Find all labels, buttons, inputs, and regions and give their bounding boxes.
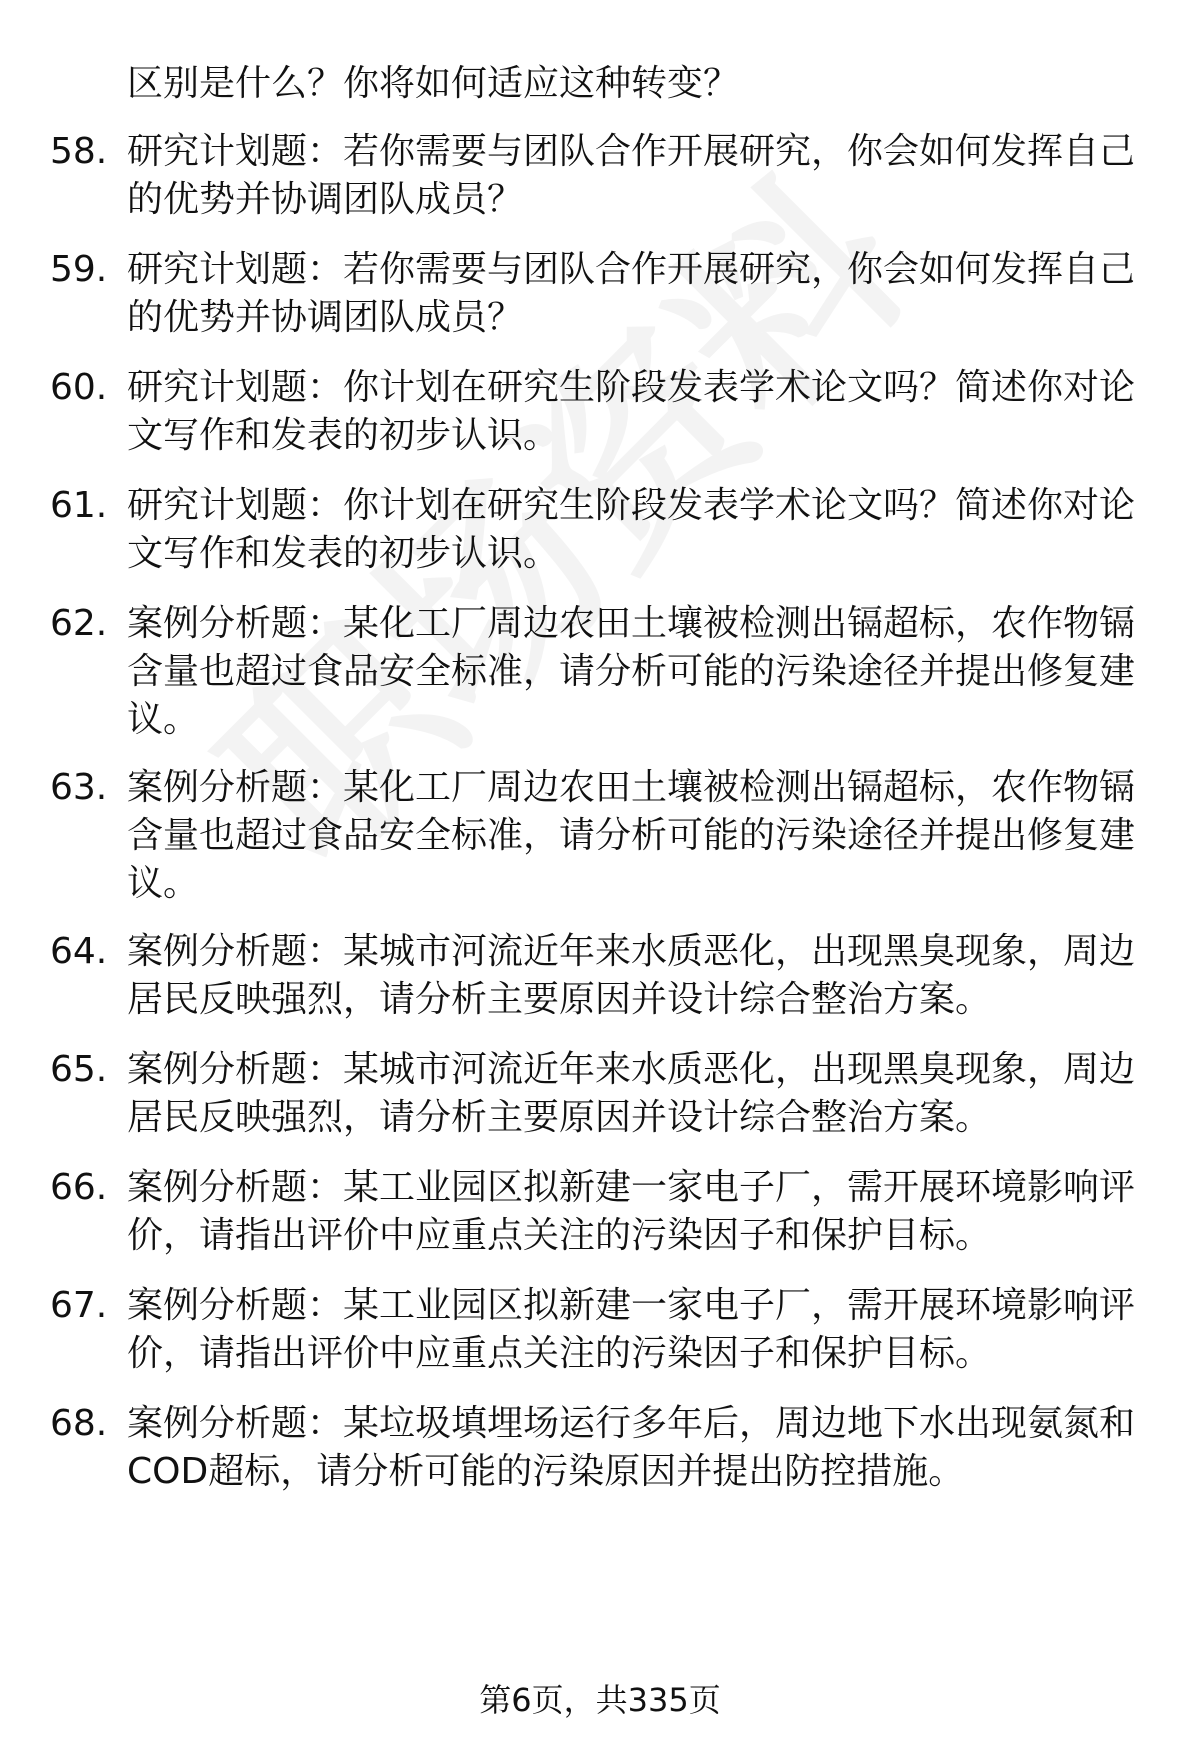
question-text: 研究计划题：若你需要与团队合作开展研究，你会如何发挥自己的优势并协调团队成员？ (127, 249, 1136, 338)
question-number: 61. (50, 485, 108, 526)
question-text: 研究计划题：若你需要与团队合作开展研究，你会如何发挥自己的优势并协调团队成员？ (127, 131, 1136, 220)
question-number: 66. (50, 1167, 108, 1208)
question-number: 59. (50, 249, 108, 290)
question-number: 60. (50, 367, 108, 408)
question-text: 案例分析题：某工业园区拟新建一家电子厂，需开展环境影响评价，请指出评价中应重点关注的污染因子和保护目标。 (127, 1167, 1136, 1256)
question-text: 案例分析题：某城市河流近年来水质恶化，出现黑臭现象，周边居民反映强烈，请分析主要原因并设计综合整治方案。 (127, 1049, 1136, 1138)
question-number: 64. (50, 931, 108, 972)
question-number: 68. (50, 1403, 108, 1444)
page-footer: 第6页，共335页 (479, 1681, 721, 1719)
question-number: 62. (50, 603, 108, 644)
question-number: 67. (50, 1285, 108, 1326)
question-number: 58. (50, 131, 108, 172)
question-number: 63. (50, 767, 108, 808)
question-text: 研究计划题：你计划在研究生阶段发表学术论文吗？简述你对论文写作和发表的初步认识。 (127, 367, 1136, 456)
question-text: 案例分析题：某化工厂周边农田土壤被检测出镉超标，农作物镉含量也超过食品安全标准，请分析可能的污染途径并提出修复建议。 (127, 767, 1136, 904)
question-text: 研究计划题：你计划在研究生阶段发表学术论文吗？简述你对论文写作和发表的初步认识。 (127, 485, 1136, 574)
continued-question-text: 区别是什么？你将如何适应这种转变？ (127, 63, 740, 104)
question-text: 案例分析题：某化工厂周边农田土壤被检测出镉超标，农作物镉含量也超过食品安全标准，请分析可能的污染途径并提出修复建议。 (127, 603, 1136, 740)
question-text: 案例分析题：某垃圾填埋场运行多年后，周边地下水出现氨氮和COD超标，请分析可能的污染原因并提出防控措施。 (127, 1403, 1136, 1492)
question-number: 65. (50, 1049, 108, 1090)
question-text: 案例分析题：某城市河流近年来水质恶化，出现黑臭现象，周边居民反映强烈，请分析主要原因并设计综合整治方案。 (127, 931, 1136, 1020)
question-text: 案例分析题：某工业园区拟新建一家电子厂，需开展环境影响评价，请指出评价中应重点关注的污染因子和保护目标。 (127, 1285, 1136, 1374)
